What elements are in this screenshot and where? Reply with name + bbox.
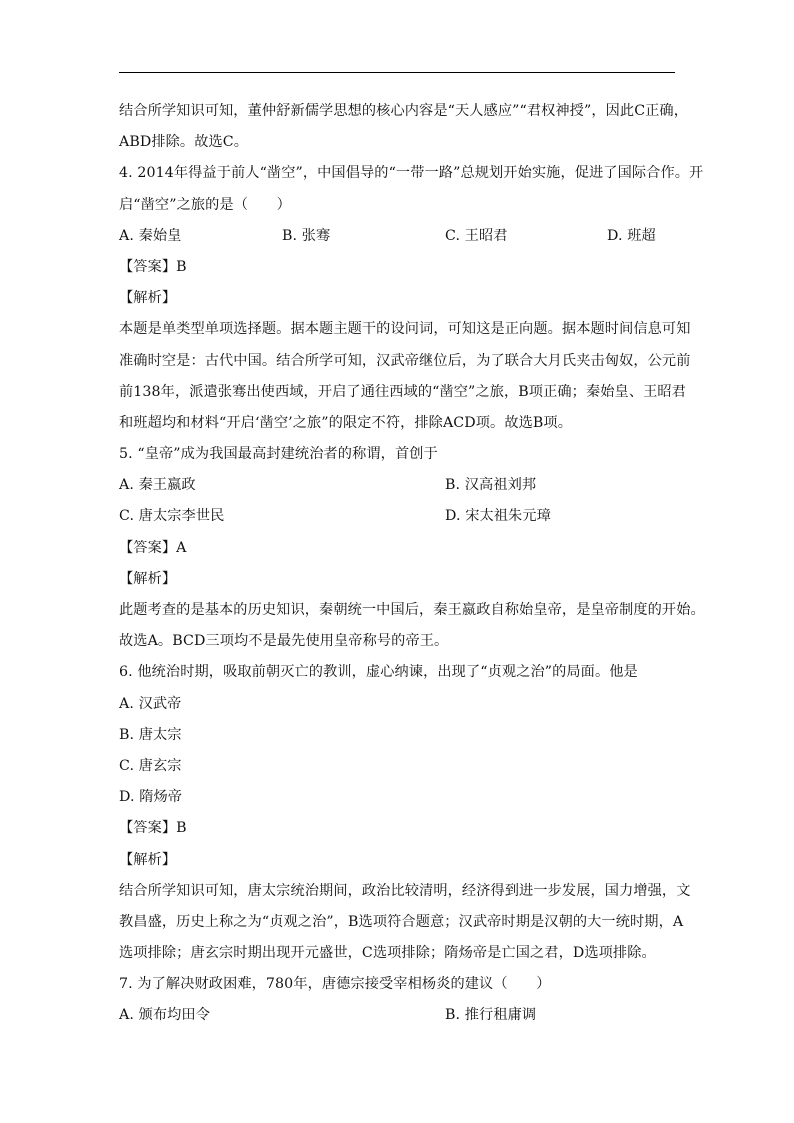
answer-options-row	[119, 221, 675, 252]
answer-options-row	[119, 501, 675, 532]
answer-option: B. 张骞	[282, 227, 331, 244]
header-rule	[119, 72, 675, 73]
text-line: 本题是单类型单项选择题。据本题主题干的设问词，可知这是正向题。据本题时间信息可知	[119, 321, 691, 338]
answer-options-row	[119, 1000, 675, 1031]
text-line: 准确时空是：古代中国。结合所学可知，汉武帝继位后，为了联合大月氏夹击匈奴，公元前	[119, 352, 691, 369]
text-line: 结合所学知识可知，董仲舒新儒学思想的核心内容是“天人感应”“君权神授”，因此C正确，	[119, 103, 689, 119]
text-line: 【解析】	[119, 290, 177, 307]
text-line: 故选A。BCD三项均不是最先使用皇帝称号的帝王。	[119, 633, 449, 650]
answer-option: C. 唐太宗李世民	[119, 508, 225, 525]
text-line: 7. 为了解决财政困难，780年，唐德宗接受宰相杨炎的建议（ ）	[119, 976, 551, 993]
document-body	[119, 96, 705, 1032]
answer-option: B. 推行租庸调	[445, 1007, 537, 1024]
text-line: D. 隋炀帝	[119, 789, 183, 806]
text-line: 【解析】	[119, 851, 177, 868]
answer-option: A. 秦始皇	[119, 227, 182, 244]
answer-option: C. 王昭君	[445, 227, 508, 244]
text-line: 启“凿空”之旅的是（ ）	[119, 196, 291, 213]
text-line: C. 唐玄宗	[119, 757, 182, 774]
text-line: B. 唐太宗	[119, 726, 182, 743]
text-line: 【答案】B	[119, 820, 187, 837]
answer-option: D. 宋太祖朱元璋	[445, 508, 551, 525]
text-line: 【解析】	[119, 570, 177, 587]
text-line: 和班超均和材料“开启‘凿空’之旅”的限定不符，排除ACD项。故选B项。	[119, 414, 572, 431]
text-line: 4. 2014年得益于前人“凿空”，中国倡导的“一带一路”总规划开始实施，促进了国际合作。开	[119, 165, 704, 182]
text-line: 选项排除；唐玄宗时期出现开元盛世，C选项排除；隋炀帝是亡国之君，D选项排除。	[119, 945, 656, 962]
text-line: 6. 他统治时期，吸取前朝灭亡的教训，虚心纳谏，出现了“贞观之治”的局面。他是	[119, 664, 638, 681]
answer-options-row	[119, 470, 675, 501]
answer-option: A. 秦王嬴政	[119, 477, 196, 494]
text-line: ABD排除。故选C。	[119, 134, 249, 151]
answer-option: B. 汉高祖刘邦	[445, 477, 537, 494]
text-line: A. 汉武帝	[119, 695, 182, 712]
text-line: 【答案】B	[119, 258, 187, 275]
text-line: 【答案】A	[119, 539, 187, 556]
text-line: 5. “皇帝”成为我国最高封建统治者的称谓，首创于	[119, 446, 438, 463]
text-line: 此题考查的是基本的历史知识，秦朝统一中国后，秦王嬴政自称始皇帝，是皇帝制度的开始。	[119, 602, 705, 618]
text-line: 前138年，派遣张骞出使西域，开启了通往西域的“凿空”之旅，B项正确；秦始皇、王昭君	[119, 383, 686, 400]
text-line: 结合所学知识可知，唐太宗统治期间，政治比较清明，经济得到进一步发展，国力增强，文	[119, 882, 691, 899]
answer-option: A. 颁布均田令	[119, 1007, 211, 1024]
text-line: 教昌盛，历史上称之为“贞观之治”，B选项符合题意；汉武帝时期是汉朝的大一统时期，A	[119, 913, 684, 930]
answer-option: D. 班超	[607, 227, 656, 244]
